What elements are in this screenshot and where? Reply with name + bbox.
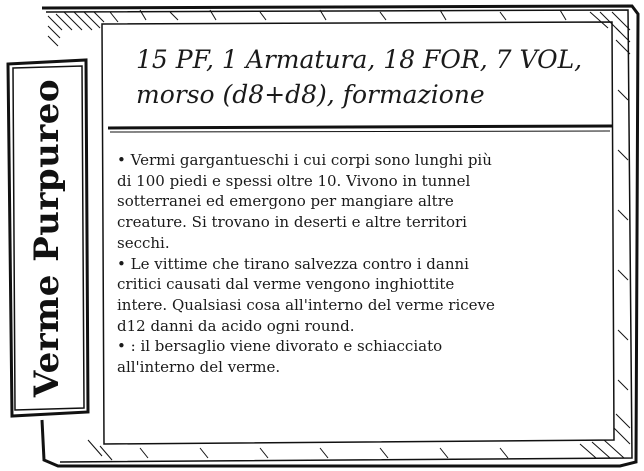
monster-stats	[136, 42, 616, 112]
monster-description	[117, 150, 537, 378]
description-line: secchi.	[117, 233, 170, 252]
description-line: • Vermi gargantueschi i cui corpi sono lunghi più	[117, 151, 492, 169]
description-line: all'interno del verme.	[117, 358, 281, 377]
description-line: • Le vittime che tirano salvezza contro i danni	[117, 254, 469, 273]
stats-line-1: 15 PF, 1 Armatura, 18 FOR, 7 VOL,	[136, 45, 583, 74]
description-line: di 100 piedi e spessi oltre 10. Vivono in tunnel	[117, 171, 471, 190]
stats-line-2: morso (d8+d8), formazione	[136, 80, 485, 109]
monster-name: Verme Purpureo	[27, 78, 67, 398]
description-line: sotterranei ed emergono per mangiare altre	[117, 192, 454, 211]
description-line: critici causati dal verme vengono inghiottite	[117, 275, 455, 294]
description-line: • : il bersaglio viene divorato e schiacciato	[117, 337, 443, 356]
description-line: creature. Si trovano in deserti e altre territori	[117, 213, 467, 232]
description-line: d12 danni da acido ogni round.	[117, 316, 355, 335]
description-line: intere. Qualsiasi cosa all'interno del verme riceve	[117, 295, 495, 314]
